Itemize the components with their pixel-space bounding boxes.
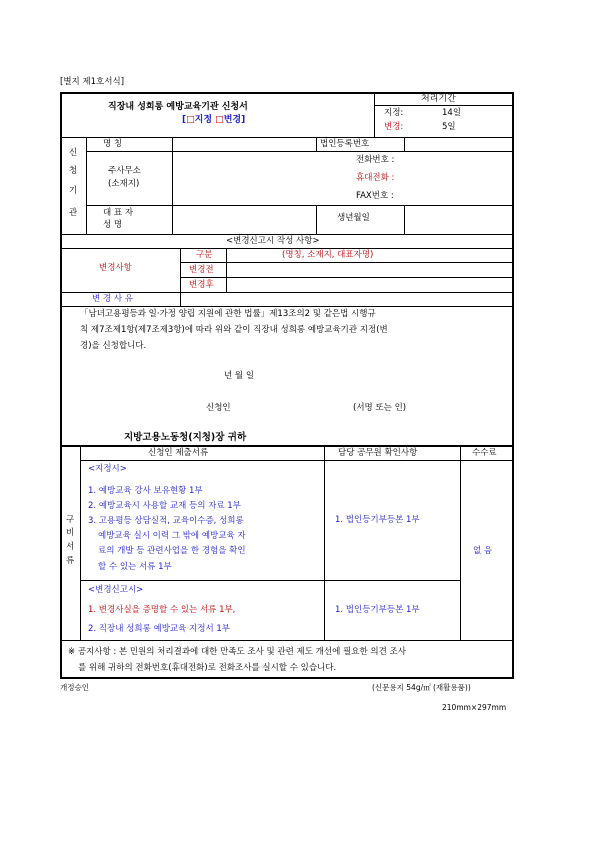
change-title-line	[61, 248, 513, 249]
form-title: 직장내 성희롱 예방교육기관 신청서	[108, 102, 248, 112]
applicant-label-char-2: 청	[69, 166, 78, 176]
designation-doc-2: 2. 예방교육시 사용할 교재 등의 자료 1부	[88, 501, 241, 511]
category-value: (명칭, 소재지, 대표자명)	[282, 250, 374, 260]
address-row-line	[86, 205, 513, 206]
applicant-label-char-3: 기	[69, 186, 78, 196]
designation-doc-3-line-2: 예방교육 실시 이력 그 밖에 예방교육 자	[98, 531, 246, 541]
form-number: [별지 제1호서식]	[60, 77, 125, 87]
category-row-line	[180, 262, 513, 263]
designation-verify-item: 1. 법인등기부등본 1부	[335, 515, 420, 525]
corp-divider	[316, 137, 317, 151]
change-matters-label: 변경사항	[99, 263, 132, 273]
documents-split-line	[80, 580, 460, 581]
footer-left: 개정승인	[60, 683, 89, 692]
designation-doc-3: 3. 고용평등 상담실적, 교육이수증, 성희롱	[88, 516, 244, 526]
birth-label: 생년월일	[337, 213, 370, 223]
fax-label: FAX번호 :	[356, 191, 394, 201]
address-label: 주사무소	[108, 166, 141, 176]
name-row-line	[86, 151, 513, 152]
change-checkbox[interactable]: □	[215, 115, 224, 125]
after-row-line	[61, 292, 513, 293]
birth-divider	[404, 205, 405, 234]
representative-label: 대 표 자	[103, 208, 134, 218]
statement-line-2: 칙 제7조제1항(제7조제3항)에 따라 위와 같이 직장내 성희롱 예방교육기관 지정(변	[80, 325, 388, 335]
documents-label-char-1: 구	[66, 515, 75, 525]
change-reason-label: 변 경 사 유	[92, 294, 133, 304]
applicant-label-char-4: 관	[69, 208, 78, 218]
change-section-title: <변경신고시 작성 사항>	[226, 236, 320, 246]
designation-doc-3-line-4: 할 수 있는 서류 1부	[98, 562, 172, 572]
applicant-sign-label: 신청인	[206, 403, 231, 413]
footer-paper: (신문용지 54g/㎡ (재활용품))	[372, 683, 471, 692]
designation-checkbox[interactable]: □	[186, 115, 195, 125]
processing-divider	[374, 93, 375, 138]
processing-label: 처리기간	[421, 94, 456, 104]
documents-fee-divider	[460, 446, 461, 640]
form-subtitle	[182, 115, 245, 126]
documents-label-char-2: 비	[66, 528, 75, 538]
designation-doc-3-line-3: 료의 개발 등 관련사업을 한 경험을 확인	[98, 546, 246, 556]
fee-value: 없 음	[473, 546, 493, 556]
documents-label-char-4: 류	[66, 556, 75, 566]
corp-reg-label: 법인등록번호	[320, 139, 370, 149]
documents-top-line	[61, 445, 513, 447]
designation-period-value: 14일	[442, 108, 462, 118]
change-verify-item: 1. 법인등기부등본 1부	[335, 605, 420, 615]
change-doc-2: 2. 직장내 성희롱 예방교육 지정서 1부	[88, 624, 230, 634]
before-row-line	[180, 277, 513, 278]
applicant-label-char-1: 신	[69, 148, 78, 158]
phone-label: 전화번호 :	[356, 155, 395, 165]
address-sub-label: (소재지)	[108, 179, 140, 189]
designation-period-label: 지정:	[384, 108, 404, 118]
statement-line-3: 경)을 신청합니다.	[80, 341, 147, 351]
corp-value-divider	[404, 137, 405, 151]
after-label: 변경후	[189, 280, 214, 290]
notice-line-2: 를 위해 귀하의 전화번호(휴대전화)로 전화조사를 실시할 수 있습니다.	[78, 663, 337, 673]
change-doc-1: 1. 변경사실을 증명할 수 있는 서류 1부,	[88, 605, 236, 615]
change-docs-title: <변경신고시>	[88, 585, 144, 595]
fee-header: 수수료	[472, 448, 497, 458]
designation-docs-title: <지정시>	[88, 464, 127, 474]
category-label: 구분	[196, 250, 213, 260]
change-period-label: 변경:	[384, 122, 404, 132]
designation-option-label: 지정	[194, 115, 216, 125]
documents-label-char-3: 서	[66, 542, 75, 552]
applicant-bottom-line	[61, 234, 513, 235]
verify-header: 담당 공무원 확인사항	[338, 448, 418, 458]
subtitle-bracket-close: ]	[241, 115, 246, 125]
statement-line-1: 「남녀고용평등과 일·가정 양립 지원에 관한 법률」제13조의2 및 같은법 시행규	[80, 309, 376, 319]
representative-name-label: 성 명	[103, 220, 123, 230]
change-option-label: 변경	[223, 115, 242, 125]
documents-verify-divider	[324, 446, 325, 640]
subtitle-bracket-open: [	[182, 115, 187, 125]
rep-divider	[316, 205, 317, 234]
before-label: 변경전	[189, 265, 214, 275]
designation-doc-1: 1. 예방교육 강사 보유현황 1부	[88, 486, 203, 496]
processing-line	[374, 105, 513, 106]
applicant-top-line	[61, 137, 513, 138]
signature-label: (서명 또는 인)	[353, 403, 407, 413]
date-field: 년 월 일	[224, 371, 255, 381]
documents-bottom-line	[61, 640, 513, 641]
mobile-label: 휴대전화 :	[356, 173, 395, 183]
reason-row-line	[61, 306, 513, 307]
documents-header-line	[80, 460, 513, 461]
documents-label-divider	[80, 446, 81, 640]
footer-size: 210mm×297mm	[442, 703, 507, 712]
change-period-value: 5일	[442, 122, 456, 132]
name-label: 명 칭	[103, 139, 123, 149]
submit-docs-header: 신청인 제출서류	[148, 448, 209, 458]
change-col-divider	[226, 248, 227, 292]
recipient: 지방고용노동청(지청)장 귀하	[124, 432, 247, 443]
notice-line-1: ※ 공지사항 : 본 민원의 처리결과에 대한 만족도 조사 및 관련 제도 개선에 필요한 의견 조사	[68, 647, 406, 657]
